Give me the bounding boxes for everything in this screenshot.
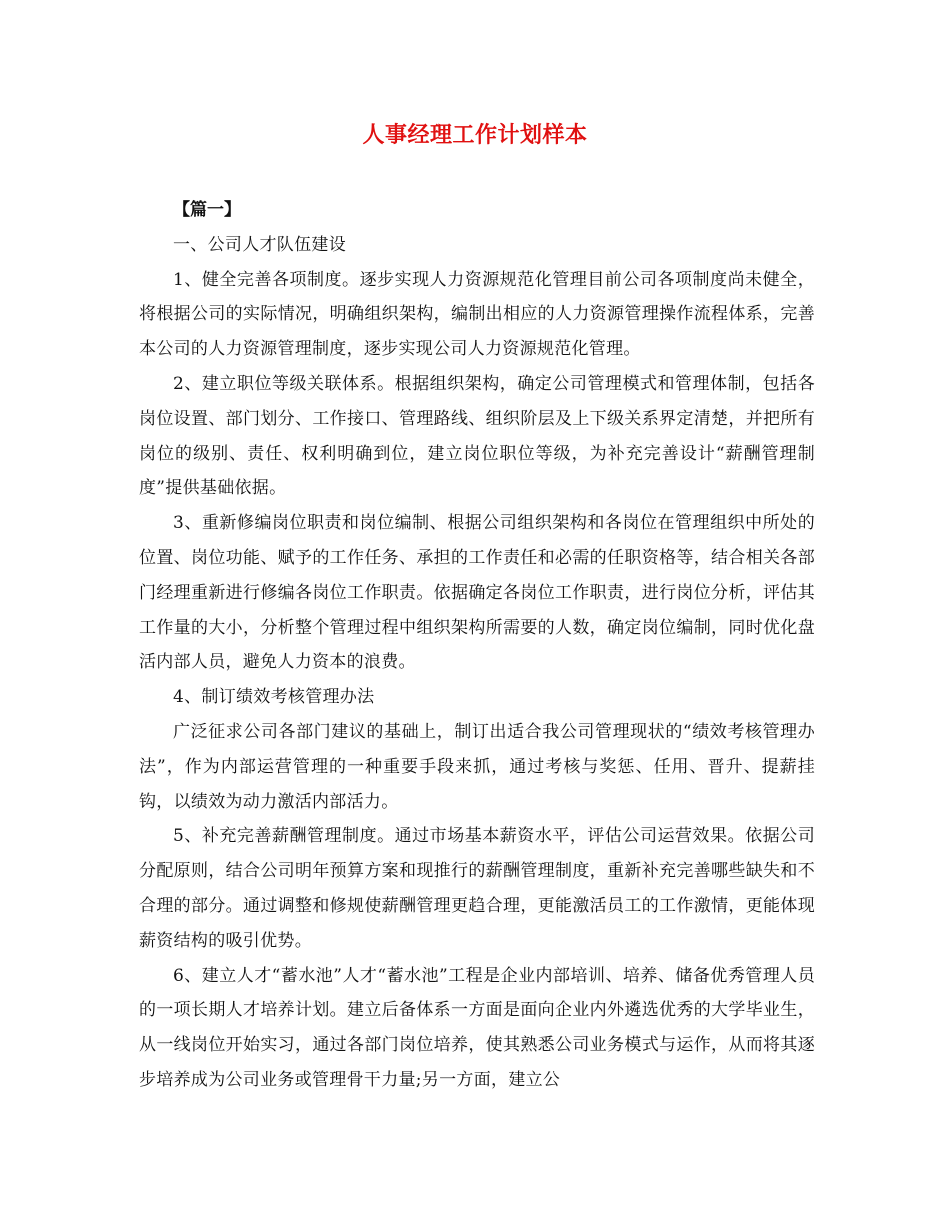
paragraph-item-2: 2、建立职位等级关联体系。根据组织架构，确定公司管理模式和管理体制，包括各岗位设置、部门划分、工作接口、管理路线、组织阶层及上下级关系界定清楚，并把所有岗位的级别、责任、权利明确到位，建立岗位职位等级，为补充完善设计“薪酬管理制度”提供基础依据。 — [139, 373, 815, 499]
paragraph-item-5: 5、补充完善薪酬管理制度。通过市场基本薪资水平，评估公司运营效果。依据公司分配原则，结合公司明年预算方案和现推行的薪酬管理制度，重新补充完善哪些缺失和不合理的部分。通过调整和修规使薪酬管理更趋合理，更能激活员工的工作激情，更能体现薪资结构的吸引优势。 — [139, 826, 815, 951]
document-title: 人事经理工作计划样本 — [362, 122, 588, 148]
section-heading: 一、公司人才队伍建设 — [173, 234, 346, 255]
paragraph-item-6: 6、建立人才“蓄水池”人才“蓄水池”工程是企业内部培训、培养、储备优秀管理人员的一项长期人才培养计划。建立后备体系一方面是面向企业内外遴选优秀的大学毕业生，从一线岗位开始实习，通过各部门岗位培养，使其熟悉公司业务模式与运作，从而将其逐步培养成为公司业务或管理骨干力量;另一方面，建立公 — [139, 965, 815, 1090]
document-body — [139, 193, 815, 1098]
paragraph-item-1: 1、健全完善各项制度。逐步实现人力资源规范化管理目前公司各项制度尚未健全，将根据公司的实际情况，明确组织架构，编制出相应的人力资源管理操作流程体系，完善本公司的人力资源管理制度，逐步实现公司人力资源规范化管理。 — [139, 269, 815, 360]
section-label: 【篇一】 — [173, 200, 241, 220]
paragraph-item-4-body: 广泛征求公司各部门建议的基础上，制订出适合我公司管理现状的“绩效考核管理办法”，作为内部运营管理的一种重要手段来抓，通过考核与奖惩、任用、晋升、提薪挂钩，以绩效为动力激活内部活力。 — [139, 721, 815, 812]
paragraph-item-4-heading: 4、制订绩效考核管理办法 — [173, 687, 375, 708]
paragraph-item-3: 3、重新修编岗位职责和岗位编制、根据公司组织架构和各岗位在管理组织中所处的位置、岗位功能、赋予的工作任务、承担的工作责任和必需的任职资格等，结合相关各部门经理重新进行修编各岗位工作职责。依据确定各岗位工作职责，进行岗位分析，评估其工作量的大小，分析整个管理过程中组织架构所需要的人数，确定岗位编制，同时优化盘活内部人员，避免人力资本的浪费。 — [139, 513, 815, 673]
